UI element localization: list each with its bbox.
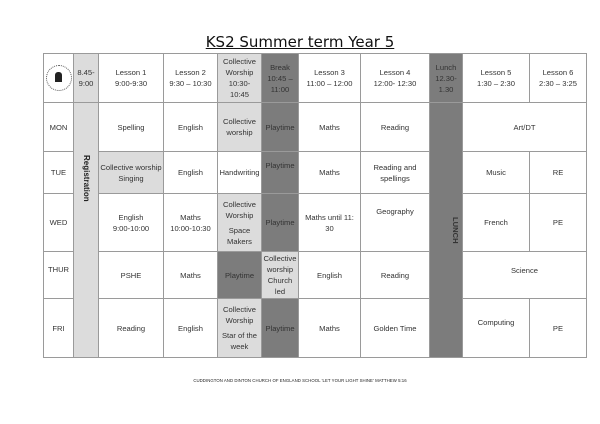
- row-wed: [44, 194, 587, 252]
- cell: Maths: [299, 152, 361, 194]
- row-fri: [44, 299, 587, 358]
- header-lesson2: [164, 54, 218, 103]
- cell: [218, 299, 262, 358]
- lesson-time: 10:45 – 11:00: [267, 73, 293, 94]
- cell: English: [164, 299, 218, 358]
- cell-text: Singing: [118, 173, 144, 183]
- lesson-label: Lesson 6: [542, 68, 574, 77]
- cell: Music: [463, 152, 530, 194]
- cell-text: Collective Worship: [223, 305, 256, 325]
- day-label: WED: [44, 194, 74, 252]
- cell: [164, 194, 218, 252]
- cell: Maths: [299, 103, 361, 152]
- lesson-time: 11:00 – 12:00: [306, 79, 353, 88]
- lesson-time: 2:30 – 3:25: [538, 79, 577, 88]
- cell: Playtime: [262, 194, 299, 252]
- cell: PSHE: [99, 252, 164, 299]
- lunch-column: [430, 103, 463, 358]
- day-label: TUE: [44, 152, 74, 194]
- lesson-label: Lesson 2: [175, 68, 206, 77]
- cell-text: Space Makers: [227, 225, 252, 246]
- cell-text: English: [118, 212, 144, 222]
- lesson-time: 12.30- 1.30: [435, 73, 457, 94]
- lesson-time: 10:30- 10:45: [228, 79, 251, 99]
- cell: PE: [530, 194, 587, 252]
- cell: Spelling: [99, 103, 164, 152]
- header-worship: [218, 54, 262, 103]
- cell-text: Maths: [180, 212, 201, 222]
- lesson-time: 9:30 – 10:30: [169, 79, 212, 88]
- cell: Handwriting: [218, 152, 262, 194]
- cell: Maths: [299, 299, 361, 358]
- cell: PE: [530, 299, 587, 358]
- cell: [99, 152, 164, 194]
- cell: Art/DT: [463, 103, 587, 152]
- cell: Geography: [361, 194, 430, 252]
- cell: Playtime: [262, 299, 299, 358]
- cell: English: [299, 252, 361, 299]
- timetable: [43, 53, 587, 358]
- header-lesson4: [361, 54, 430, 103]
- registration-label: Registration: [81, 155, 91, 202]
- lesson-label: Lesson 5: [480, 68, 512, 77]
- cell: Reading: [361, 252, 430, 299]
- cell: [99, 194, 164, 252]
- cell: Playtime: [262, 103, 299, 152]
- cell: Reading and spellings: [361, 152, 430, 194]
- lesson-label: Break: [270, 62, 290, 72]
- header-registration: 8.45- 9:00: [74, 54, 99, 103]
- lunch-label: LUNCH: [451, 216, 460, 244]
- school-crest-icon: [46, 65, 72, 91]
- row-thur: [44, 252, 587, 299]
- cell-text: 10:00-10:30: [170, 223, 211, 233]
- lesson-time: 9:00-9:30: [114, 79, 148, 88]
- cell: Golden Time: [361, 299, 430, 358]
- header-lesson6: [530, 54, 587, 103]
- day-label: FRI: [44, 299, 74, 358]
- lesson-label: Lesson 4: [379, 68, 411, 77]
- cell: Playtime: [218, 252, 262, 299]
- cell: Playtime: [262, 152, 299, 194]
- lesson-label: Lesson 1: [115, 68, 147, 77]
- row-mon: [44, 103, 587, 152]
- day-label: MON: [44, 103, 74, 152]
- header-lunch: [430, 54, 463, 103]
- lesson-time: 1:30 – 2:30: [476, 79, 515, 88]
- logo-cell: [44, 54, 74, 103]
- header-row: [44, 54, 587, 103]
- cell: Computing: [463, 299, 530, 358]
- header-lesson5: [463, 54, 530, 103]
- cell: Reading: [361, 103, 430, 152]
- lesson-time: 12:00- 12:30: [373, 79, 417, 88]
- cell: RE: [530, 152, 587, 194]
- lesson-label: Collective Worship: [223, 57, 256, 77]
- cell-text: Collective Worship: [223, 199, 256, 220]
- header-break: [262, 54, 299, 103]
- cell-text: 9:00-10:00: [112, 223, 150, 233]
- row-tue: [44, 152, 587, 194]
- lesson-label: Lesson 3: [314, 68, 345, 77]
- cell: Maths: [164, 252, 218, 299]
- registration-column: [74, 103, 99, 358]
- day-label: THUR: [44, 252, 74, 299]
- cell: [218, 194, 262, 252]
- header-lesson3: [299, 54, 361, 103]
- cell: Reading: [99, 299, 164, 358]
- page-title: KS2 Summer term Year 5: [205, 33, 395, 51]
- lesson-label: Lunch: [435, 62, 457, 72]
- cell: English: [164, 152, 218, 194]
- cell-text: Collective worship: [100, 162, 162, 172]
- cell: Maths until 11: 30: [299, 194, 361, 252]
- cell: English: [164, 103, 218, 152]
- cell: Collective worship Church led: [262, 252, 299, 299]
- footer-motto: CUDDINGTON AND DINTON CHURCH OF ENGLAND SCHOOL 'LET YOUR LIGHT SHINE' MATTHEW 5:16: [193, 378, 407, 383]
- cell: Science: [463, 252, 587, 299]
- cell-text: Star of the week: [221, 331, 258, 351]
- cell: French: [463, 194, 530, 252]
- header-lesson1: [99, 54, 164, 103]
- cell: Collective worship: [218, 103, 262, 152]
